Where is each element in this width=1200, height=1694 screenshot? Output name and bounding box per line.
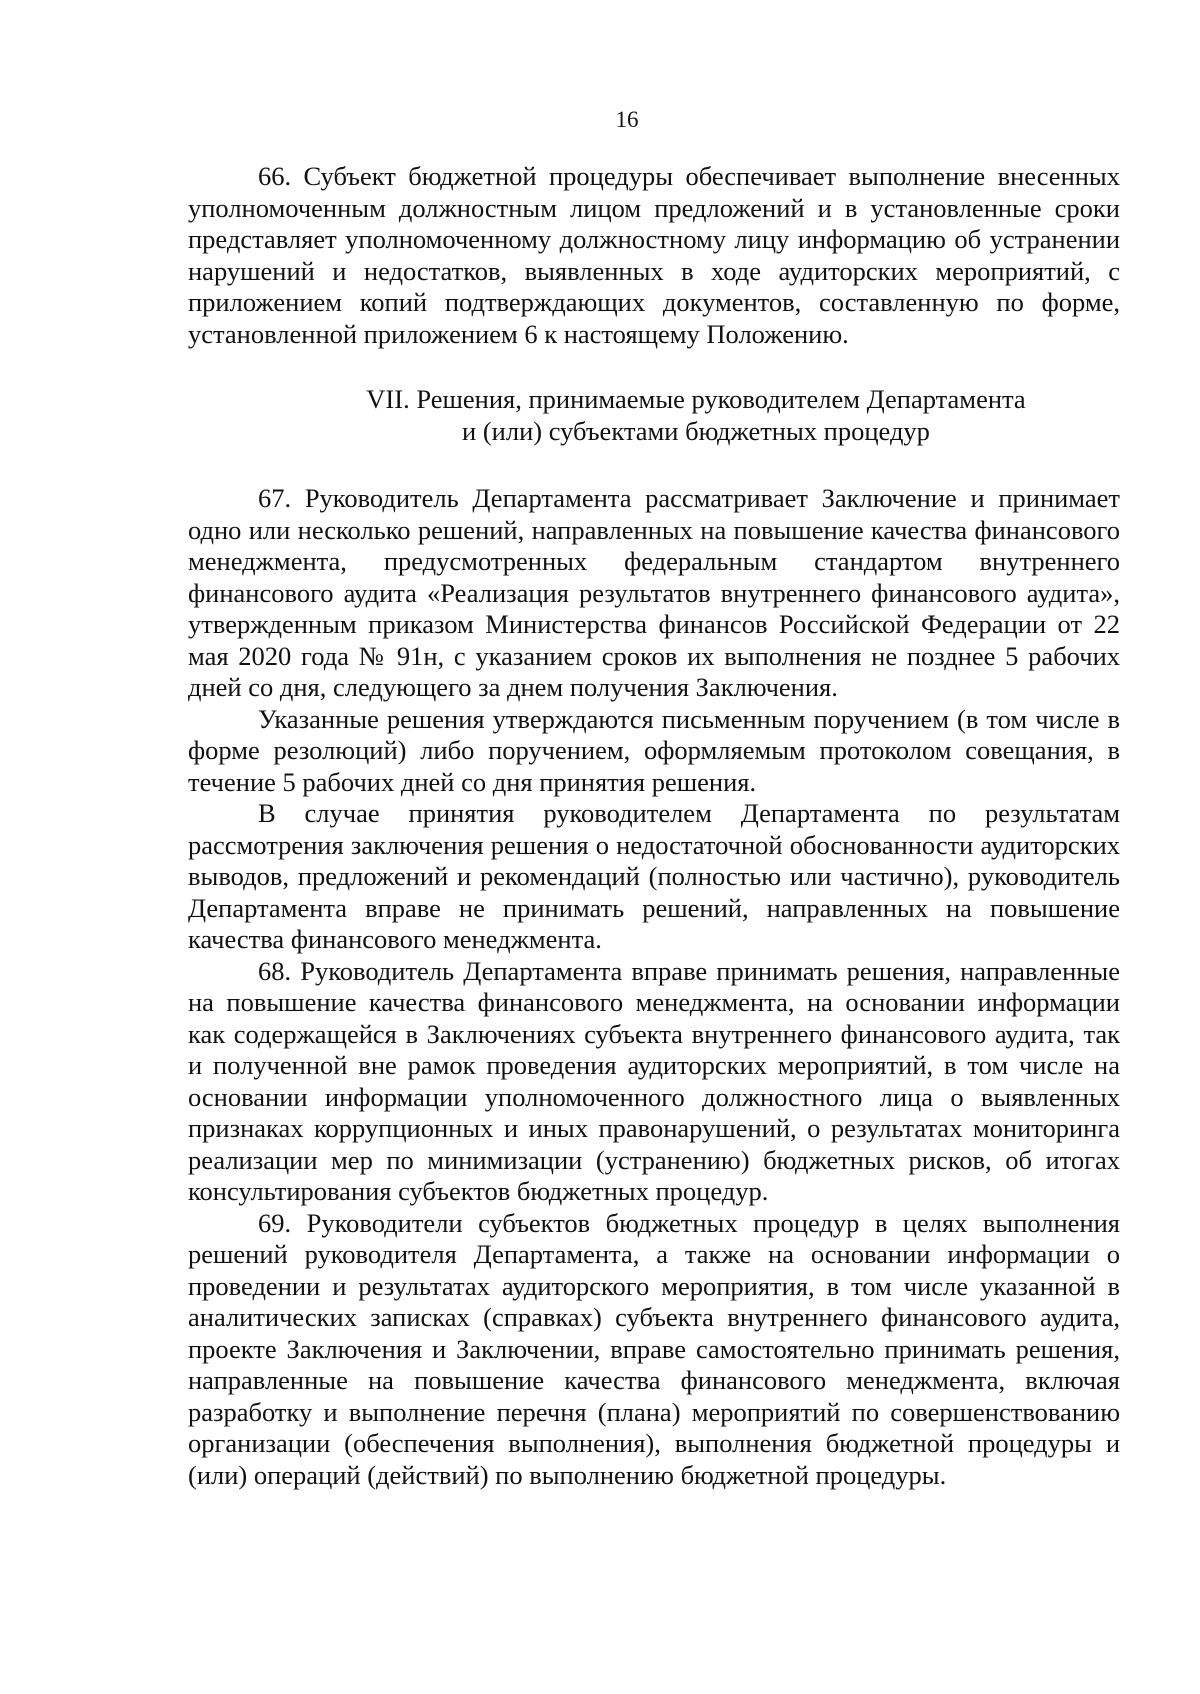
document-body — [188, 161, 1120, 1491]
section-heading — [188, 384, 1120, 447]
paragraph-67-insufficient: В случае принятия руководителем Департамента по результатам рассмотрения заключения решения о недостаточной обоснованности аудиторских выводов, предложений и рекомендаций (полностью или частично), руководитель Департамента вправе не принимать решений, направленных на повышение качества финансового менеджмента. — [188, 798, 1120, 954]
section-heading-line-2: и (или) субъектами бюджетных процедур — [462, 415, 930, 446]
paragraph-68: 68. Руководитель Департамента вправе принимать решения, направленные на повышение качества финансового менеджмента, на основании информации как содержащейся в Заключениях субъекта внутреннего финансового аудита, так и полученной вне рамок проведения аудиторских мероприятий, в том числе на основании информации уполномоченного должностного лица о выявленных признаках коррупционных и иных правонарушений, о результатах мониторинга реализации мер по минимизации (устранению) бюджетных рисков, об итогах консультирования субъектов бюджетных процедур. — [188, 955, 1120, 1206]
paragraph-67-decisions: Указанные решения утверждаются письменным поручением (в том числе в форме резолюций) либо поручением, оформляемым протоколом совещания, в течение 5 рабочих дней со дня принятия решения. — [188, 703, 1120, 797]
paragraph-66: 66. Субъект бюджетной процедуры обеспечивает выполнение внесенных уполномоченным должностным лицом предложений и в установленные сроки представляет уполномоченному должностному лицу информацию об устранении нарушений и недостатков, выявленных в ходе аудиторских мероприятий, с приложением копий подтверждающих документов, составленную по форме, установленной приложением 6 к настоящему Положению. — [188, 161, 1120, 349]
paragraph-67: 67. Руководитель Департамента рассматривает Заключение и принимает одно или несколько решений, направленных на повышение качества финансового менеджмента, предусмотренных федеральным стандартом внутреннего финансового аудита «Реализация результатов внутреннего финансового аудита», утвержденным приказом Министерства финансов Российской Федерации от 22 мая 2020 года № 91н, с указанием сроков их выполнения не позднее 5 рабочих дней со дня, следующего за днем получения Заключения. — [188, 483, 1120, 702]
section-heading-line-1: VII. Решения, принимаемые руководителем Департамента — [366, 384, 1026, 414]
page-number: 16 — [615, 107, 639, 132]
paragraph-69: 69. Руководители субъектов бюджетных процедур в целях выполнения решений руководителя Департамента, а также на основании информации о проведении и результатах аудиторского мероприятия, в том числе указанной в аналитических записках (справках) субъекта внутреннего финансового аудита, проекте Заключения и Заключении, вправе самостоятельно принимать решения, направленные на повышение качества финансового менеджмента, включая разработку и выполнение перечня (плана) мероприятий по совершенствованию организации (обеспечения выполнения), выполнения бюджетной процедуры и (или) операций (действий) по выполнению бюджетной процедуры. — [188, 1207, 1120, 1490]
